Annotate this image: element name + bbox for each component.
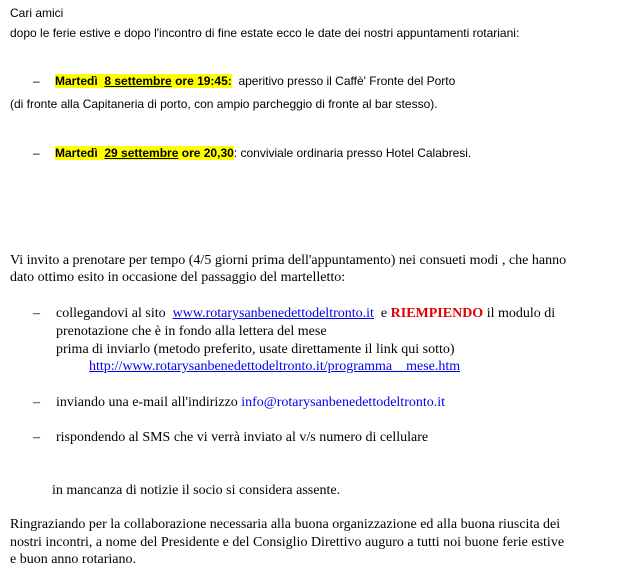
bullet-dash: –: [33, 306, 40, 321]
event-2-highlight: [55, 146, 234, 160]
closing-line-3: e buon anno rotariano.: [10, 552, 136, 567]
event-1-date: 8 settembre: [104, 74, 172, 88]
option-sms: rispondendo al SMS che vi verrà inviato al v/s numero di cellulare: [56, 430, 429, 445]
option-site-line-2: prenotazione che è in fondo alla lettera del mese: [56, 324, 327, 339]
option-site-line-1: [56, 306, 555, 322]
event-2-time: ore 20,30: [181, 146, 234, 160]
option-site-and: e: [380, 306, 388, 321]
option-email: [56, 395, 445, 411]
option-email-text: inviando una e-mail all'indirizzo: [56, 395, 238, 410]
greeting: Cari amici: [10, 6, 64, 20]
event-2-description: : conviviale ordinaria presso Hotel Calabresi.: [233, 146, 472, 160]
option-site-line-3: prima di inviarlo (metodo preferito, usate direttamente il link qui sotto): [56, 342, 455, 357]
bullet-dash: –: [33, 395, 40, 410]
absent-note: in mancanza di notizie il socio si considera assente.: [52, 483, 341, 498]
bullet-dash: –: [33, 430, 40, 445]
event-1-description: aperitivo presso il Caffè' Fronte del Porto: [238, 74, 456, 88]
closing-line-1: Ringraziando per la collaborazione necessaria alla buona organizzazione ed alla buona riuscita dei: [10, 517, 561, 532]
option-site-post: il modulo di: [486, 306, 556, 321]
program-url-text[interactable]: http://www.rotarysanbenedettodeltronto.it/programma__mese.htm: [89, 359, 461, 374]
email-address-link[interactable]: info@rotarysanbenedettodeltronto.it: [241, 395, 446, 410]
event-2-day: Martedì: [55, 146, 98, 160]
closing-line-2: nostri incontri, a nome del Presidente e del Consiglio Direttivo auguro a tutti noi buone ferie estive: [10, 535, 565, 550]
option-site-text: collegandovi al sito: [56, 306, 166, 321]
option-site-emphasis: RIEMPIENDO: [390, 306, 484, 321]
event-2-date: 29 settembre: [104, 146, 179, 160]
invite-line-1: Vi invito a prenotare per tempo (4/5 giorni prima dell'appuntamento) nei consueti modi , che hanno: [10, 253, 567, 268]
event-1-day: Martedì: [55, 74, 98, 88]
event-1-time: ore 19:45:: [175, 74, 232, 88]
event-1-note: (di fronte alla Capitaneria di porto, con ampio parcheggio di fronte al bar stesso).: [10, 97, 438, 111]
program-url-link[interactable]: [89, 359, 460, 375]
bullet-dash: –: [33, 146, 40, 160]
invite-line-2: dato ottimo esito in occasione del passaggio del martelletto:: [10, 270, 346, 285]
event-2: [55, 146, 471, 160]
event-1: [55, 74, 455, 88]
event-1-highlight: [55, 74, 232, 88]
site-link[interactable]: www.rotarysanbenedettodeltronto.it: [172, 306, 374, 321]
bullet-dash: –: [33, 74, 40, 88]
intro-text: dopo le ferie estive e dopo l'incontro di fine estate ecco le date dei nostri appuntamenti rotariani:: [10, 26, 520, 40]
